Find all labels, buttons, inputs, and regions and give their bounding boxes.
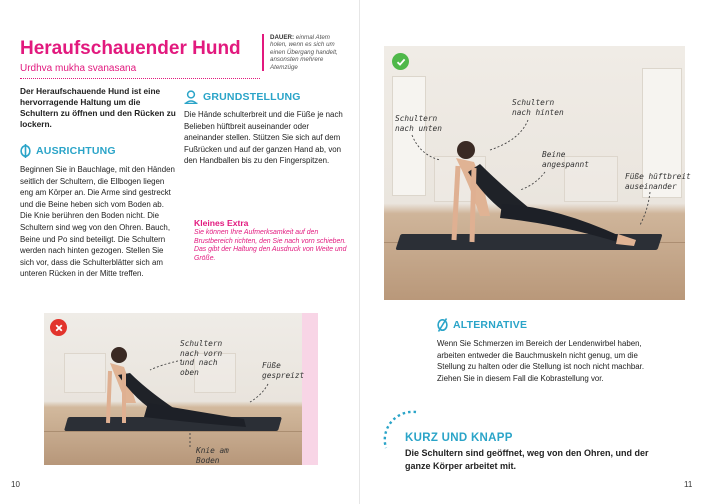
extra-text: Sie können Ihre Aufmerksamkeit auf den Brustbereich richten, den Sie nach vorn schieben. Das gibt der Haltung den Ausdruck von Weite und Größe. <box>194 229 347 262</box>
label-line: Beine <box>542 150 566 159</box>
label-line: angespannt <box>542 159 589 169</box>
label-line: nach vorn <box>180 348 223 358</box>
label-schultern-nach-unten <box>395 114 442 133</box>
alternative-heading-text: ALTERNATIVE <box>453 319 528 331</box>
alternative-heading <box>437 318 527 332</box>
summary-text: Die Schultern sind geöffnet, weg von den Ohren, und der ganze Körper arbeitet mit. <box>405 448 649 471</box>
label-line: Schultern <box>180 339 223 348</box>
label-schultern-nach-hinten <box>512 98 564 117</box>
person-icon <box>184 90 198 104</box>
label-line: Füße hüftbreit <box>625 172 691 181</box>
side-tint <box>302 313 318 465</box>
label-line: nach hinten <box>512 107 564 117</box>
grundstellung-heading <box>184 90 301 104</box>
label-line: Knie am <box>196 446 229 455</box>
alternative-icon <box>437 318 448 332</box>
correct-check-icon <box>392 53 409 70</box>
label-fuesse-gespreizt <box>262 361 304 380</box>
grundstellung-heading-text: GRUNDSTELLUNG <box>203 91 301 103</box>
label-line: nach unten <box>395 123 442 133</box>
ausrichtung-heading-text: AUSRICHTUNG <box>36 145 116 157</box>
extra-tip <box>194 218 354 263</box>
pose-sanskrit-name: Urdhva mukha svanasana <box>20 63 137 74</box>
alternative-text: Wenn Sie Schmerzen im Bereich der Lendenwirbel haben, arbeiten entweder die Bauchmuskeln nicht genug, um die Stellung zu halten oder die Stellung ist noch nicht machbar. Ziehen Sie in diesem Fall die Kobrastellung vor. <box>437 339 645 383</box>
label-schultern-vorn-oben <box>180 339 222 377</box>
wrong-cross-icon <box>50 319 67 336</box>
pose-title: Heraufschauender Hund <box>20 38 241 59</box>
ausrichtung-heading <box>20 144 116 158</box>
label-line: und nach <box>180 358 218 367</box>
extra-title: Kleines Extra <box>194 218 249 228</box>
label-fuesse-hueftbreit <box>625 172 691 191</box>
label-line: Füße <box>262 361 281 370</box>
page-gutter <box>359 0 360 504</box>
label-knie-am-boden <box>196 446 229 465</box>
duration-label: DAUER: <box>270 34 295 41</box>
duration-note <box>262 34 342 71</box>
alignment-icon <box>20 144 31 158</box>
page-number-left: 10 <box>11 480 20 489</box>
label-beine-angespannt <box>542 150 589 169</box>
photo-wrong-pose <box>44 313 305 465</box>
label-line: Schultern <box>395 114 438 123</box>
duration-text: einmal Atem holen, wenn es sich um einen Übergang handelt, ansonsten mehrere Atemzüge <box>270 34 338 71</box>
label-line: oben <box>180 367 199 377</box>
label-line: auseinander <box>625 181 677 191</box>
summary-title: KURZ UND KNAPP <box>405 432 513 444</box>
grundstellung-text: Die Hände schulterbreit und die Füße je nach Belieben hüftbreit auseinander oder aneinander stellen. Stützen Sie sich auf dem Fußrücken und auf der ganzen Hand ab, von den Handballen bis zu den Fingerspitzen. <box>184 110 343 166</box>
page-number-right: 11 <box>684 480 693 489</box>
label-line: Schultern <box>512 98 555 107</box>
person-figure <box>44 313 305 465</box>
label-line: Boden <box>196 455 220 465</box>
intro-paragraph: Der Heraufschauende Hund ist eine hervorragende Haltung um die Schultern zu öffnen und den Rücken zu lockern. <box>20 86 176 129</box>
ausrichtung-text: Beginnen Sie in Bauchlage, mit den Händen seitlich der Schultern, die Ellbogen liegen eng am Körper an. Die Arme sind gestreckt und die Beine heben sich vom Boden ab. Die Knie berühren den Boden nicht. Die Schultern sind weg von den Ohren. Bauch, Beine und Po sind beteiligt. Die Schultern werden nach hinten gezogen. Stellen Sie sich vor, dass die Schulterblätter sich am unteren Rücken in der Mitte treffen. <box>20 165 175 279</box>
label-line: gespreizt <box>262 370 305 380</box>
title-divider <box>20 78 260 79</box>
